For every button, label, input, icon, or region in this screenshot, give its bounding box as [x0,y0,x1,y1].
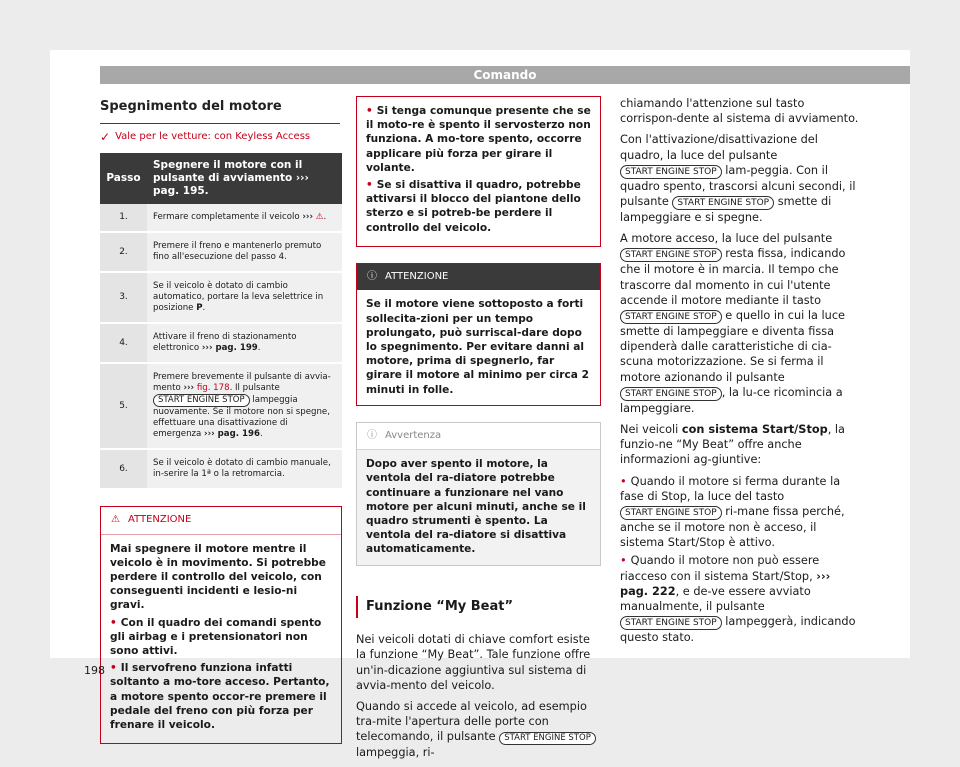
step-number: 1. [100,204,147,232]
note-title: Avvertenza [385,429,442,441]
warning-text: Mai spegnere il motore mentre il veicolo è in movimento. Si potrebbe perdere il controllo del veicolo, con conseguenti incidenti e lesio-ni gravi. [110,542,326,612]
paragraph: Quando si accede al veicolo, ad esempio tra-mite l'apertura delle porte con telecomando, il pulsante START ENGINE STOP lampeggia, ri- [356,699,601,761]
checkmark-icon: ✓ [100,129,111,144]
start-engine-stop-label: START ENGINE STOP [620,506,722,520]
page-reference-link[interactable]: ››› pag. 199 [201,343,258,353]
step-number: 3. [100,272,147,323]
warning-body: Se il motore viene sottoposto a forti sollecita-zioni per un tempo prolungato, può surriscal-dare dopo lo spegnimento. Per evitare danni al motore, prima di spegnerlo, far girare il motore al minimo per circa 2 minuti in folle. [366,298,590,396]
warning-triangle-icon: ⚠ [111,514,120,525]
warning-title: ATTENZIONE [127,514,192,525]
page [50,50,910,760]
step-text: Premere il freno e mantenerlo premuto fino all'esecuzione del passo 4. [147,232,342,272]
table-row [100,204,342,232]
page-reference-link[interactable]: ››› pag. 196 [204,429,260,439]
figure-reference-link[interactable]: fig. 178 [196,383,230,393]
warning-body [357,97,600,246]
paragraph: A motore acceso, la luce del pulsante START ENGINE STOP resta fissa, indicando che il motore è in marcia. Il tempo che trascorre dal momento in cui l'utente accende il motore mediante il tasto START ENGINE STOP e quello in cui la luce smette di lampeggiare e diventa fissa dipenderà dalle caratteristiche di cia-scuna motorizzazione. Se si ferma il motore azionando il pulsante START ENGINE STOP , la lu-ce ricomincia a lampeggiare. [620,232,846,415]
start-engine-stop-label: START ENGINE STOP [620,165,722,179]
section-title: Spegnimento del motore [100,96,340,124]
list-item: • Quando il motore si ferma durante la fase di Stop, la luce del tasto START ENGINE STOP ri-mane fissa perché, anche se il motore non è acceso, il sistema Start/Stop è attivo. [620,474,845,550]
start-engine-stop-label: START ENGINE STOP [153,394,250,407]
info-circle-icon: ⓘ [367,270,377,282]
column-left [100,96,342,744]
note-icon: ⓘ [367,429,377,441]
column-middle [356,96,601,767]
start-engine-stop-label: START ENGINE STOP [620,248,722,262]
mybeat-title: Funzione “My Beat” [356,596,601,619]
warning-bullet: • Si tenga comunque presente che se il moto-re è spento il servosterzo non funziona. A mo-tore spento, occorre applicare più forza per girare il volante. [366,105,591,174]
page-reference-link[interactable]: ››› [302,212,314,222]
warning-box-continued [356,96,601,247]
mybeat-body [356,632,601,760]
steps-table [100,153,342,490]
table-row [100,449,342,489]
paragraph: Nei veicoli dotati di chiave comfort esiste la funzione “My Beat”. Tale funzione offre un'in-dicazione aggiuntiva sul sistema di avvia-mento del veicolo. [356,633,591,692]
step-text: Se il veicolo è dotato di cambio manuale, in-serire la 1ª o la retromarcia. [147,449,342,489]
vehicle-applicability-text: Vale per le vetture: con Keyless Access [115,130,311,142]
step-text: Fermare completamente il veicolo ››› ⚠. [147,204,342,232]
paragraph: Con l'attivazione/disattivazione del quadro, la luce del pulsante START ENGINE STOP lam-peggia. Con il quadro spento, trascorsi alcuni secondi, il pulsante START ENGINE STOP smette di lampeggiare e si spegne. [620,133,856,225]
step-text: Se il veicolo è dotato di cambio automatico, portare la leva selettrice in posizione P. [147,272,342,323]
table-row [100,323,342,363]
list-item: • Quando il motore non può essere riacceso con il sistema Start/Stop, ››› pag. 222, e de-ve essere avviato manualmente, il pulsante START ENGINE STOP lampeggerà, indicando questo stato. [620,554,856,645]
note-box [356,422,601,566]
table-header-description: Spegnere il motore con il pulsante di avviamento ››› pag. 195. [147,153,342,204]
start-engine-stop-label: START ENGINE STOP [620,616,722,630]
step-text: Premere brevemente il pulsante di avvia-mento ››› fig. 178. Il pulsante START ENGINE STOP lampeggia nuovamente. Se il motore non si spegne, effettuare una disattivazione di emergenza ››› pag. 196. [147,363,342,449]
table-row [100,363,342,449]
warning-bullet: • Il servofreno funziona infatti soltanto a mo-tore acceso. Pertanto, a motore spento occor-re premere il pedale del freno con più forza per frenare il veicolo. [110,662,330,731]
warning-box [100,506,342,744]
warning-header [357,264,600,291]
start-engine-stop-label: START ENGINE STOP [672,196,774,210]
step-number: 2. [100,232,147,272]
step-text: Attivare il freno di stazionamento elettronico ››› pag. 199. [147,323,342,363]
warning-body [101,535,341,744]
note-body: Dopo aver spento il motore, la ventola del ra-diatore potrebbe continuare a funzionare nel vano motore per alcuni minuti, anche se il quadro strumenti è spento. La ventola del ra-diatore si disattiva automaticamente. [357,450,600,564]
table-header-row [100,153,342,204]
paragraph: Nei veicoli con sistema Start/Stop, la funzio-ne “My Beat” offre anche informazioni ag-giuntive: [620,423,845,467]
step-number: 5. [100,363,147,449]
paragraph: chiamando l'attenzione sul tasto corrispon-dente al sistema di avviamento. [620,97,859,126]
warning-header [101,507,341,535]
table-row [100,232,342,272]
page-reference-link[interactable]: ››› pag. 222 [620,569,831,598]
warning-bullet: • Se si disattiva il quadro, potrebbe attivarsi il blocco del piantone dello sterzo e si potreb-be perdere il controllo del veicolo. [366,179,581,234]
warning-triangle-icon: ⚠ [315,212,324,222]
start-engine-stop-label: START ENGINE STOP [620,310,722,324]
start-engine-stop-label: START ENGINE STOP [499,732,596,745]
warning-bullet: • Con il quadro dei comandi spento gli airbag e i pretensionatori non sono attivi. [110,616,322,657]
step-number: 4. [100,323,147,363]
page-number: 198 [84,664,105,677]
page-header: Comando [100,66,910,84]
table-row [100,272,342,323]
vehicle-applicability [100,130,342,145]
warning-box-2 [356,263,601,406]
start-engine-stop-label: START ENGINE STOP [620,387,722,401]
note-header [357,423,600,451]
warning-title: ATTENZIONE [385,270,449,282]
step-number: 6. [100,449,147,489]
column-right [620,96,860,648]
table-header-step: Passo [100,153,147,204]
